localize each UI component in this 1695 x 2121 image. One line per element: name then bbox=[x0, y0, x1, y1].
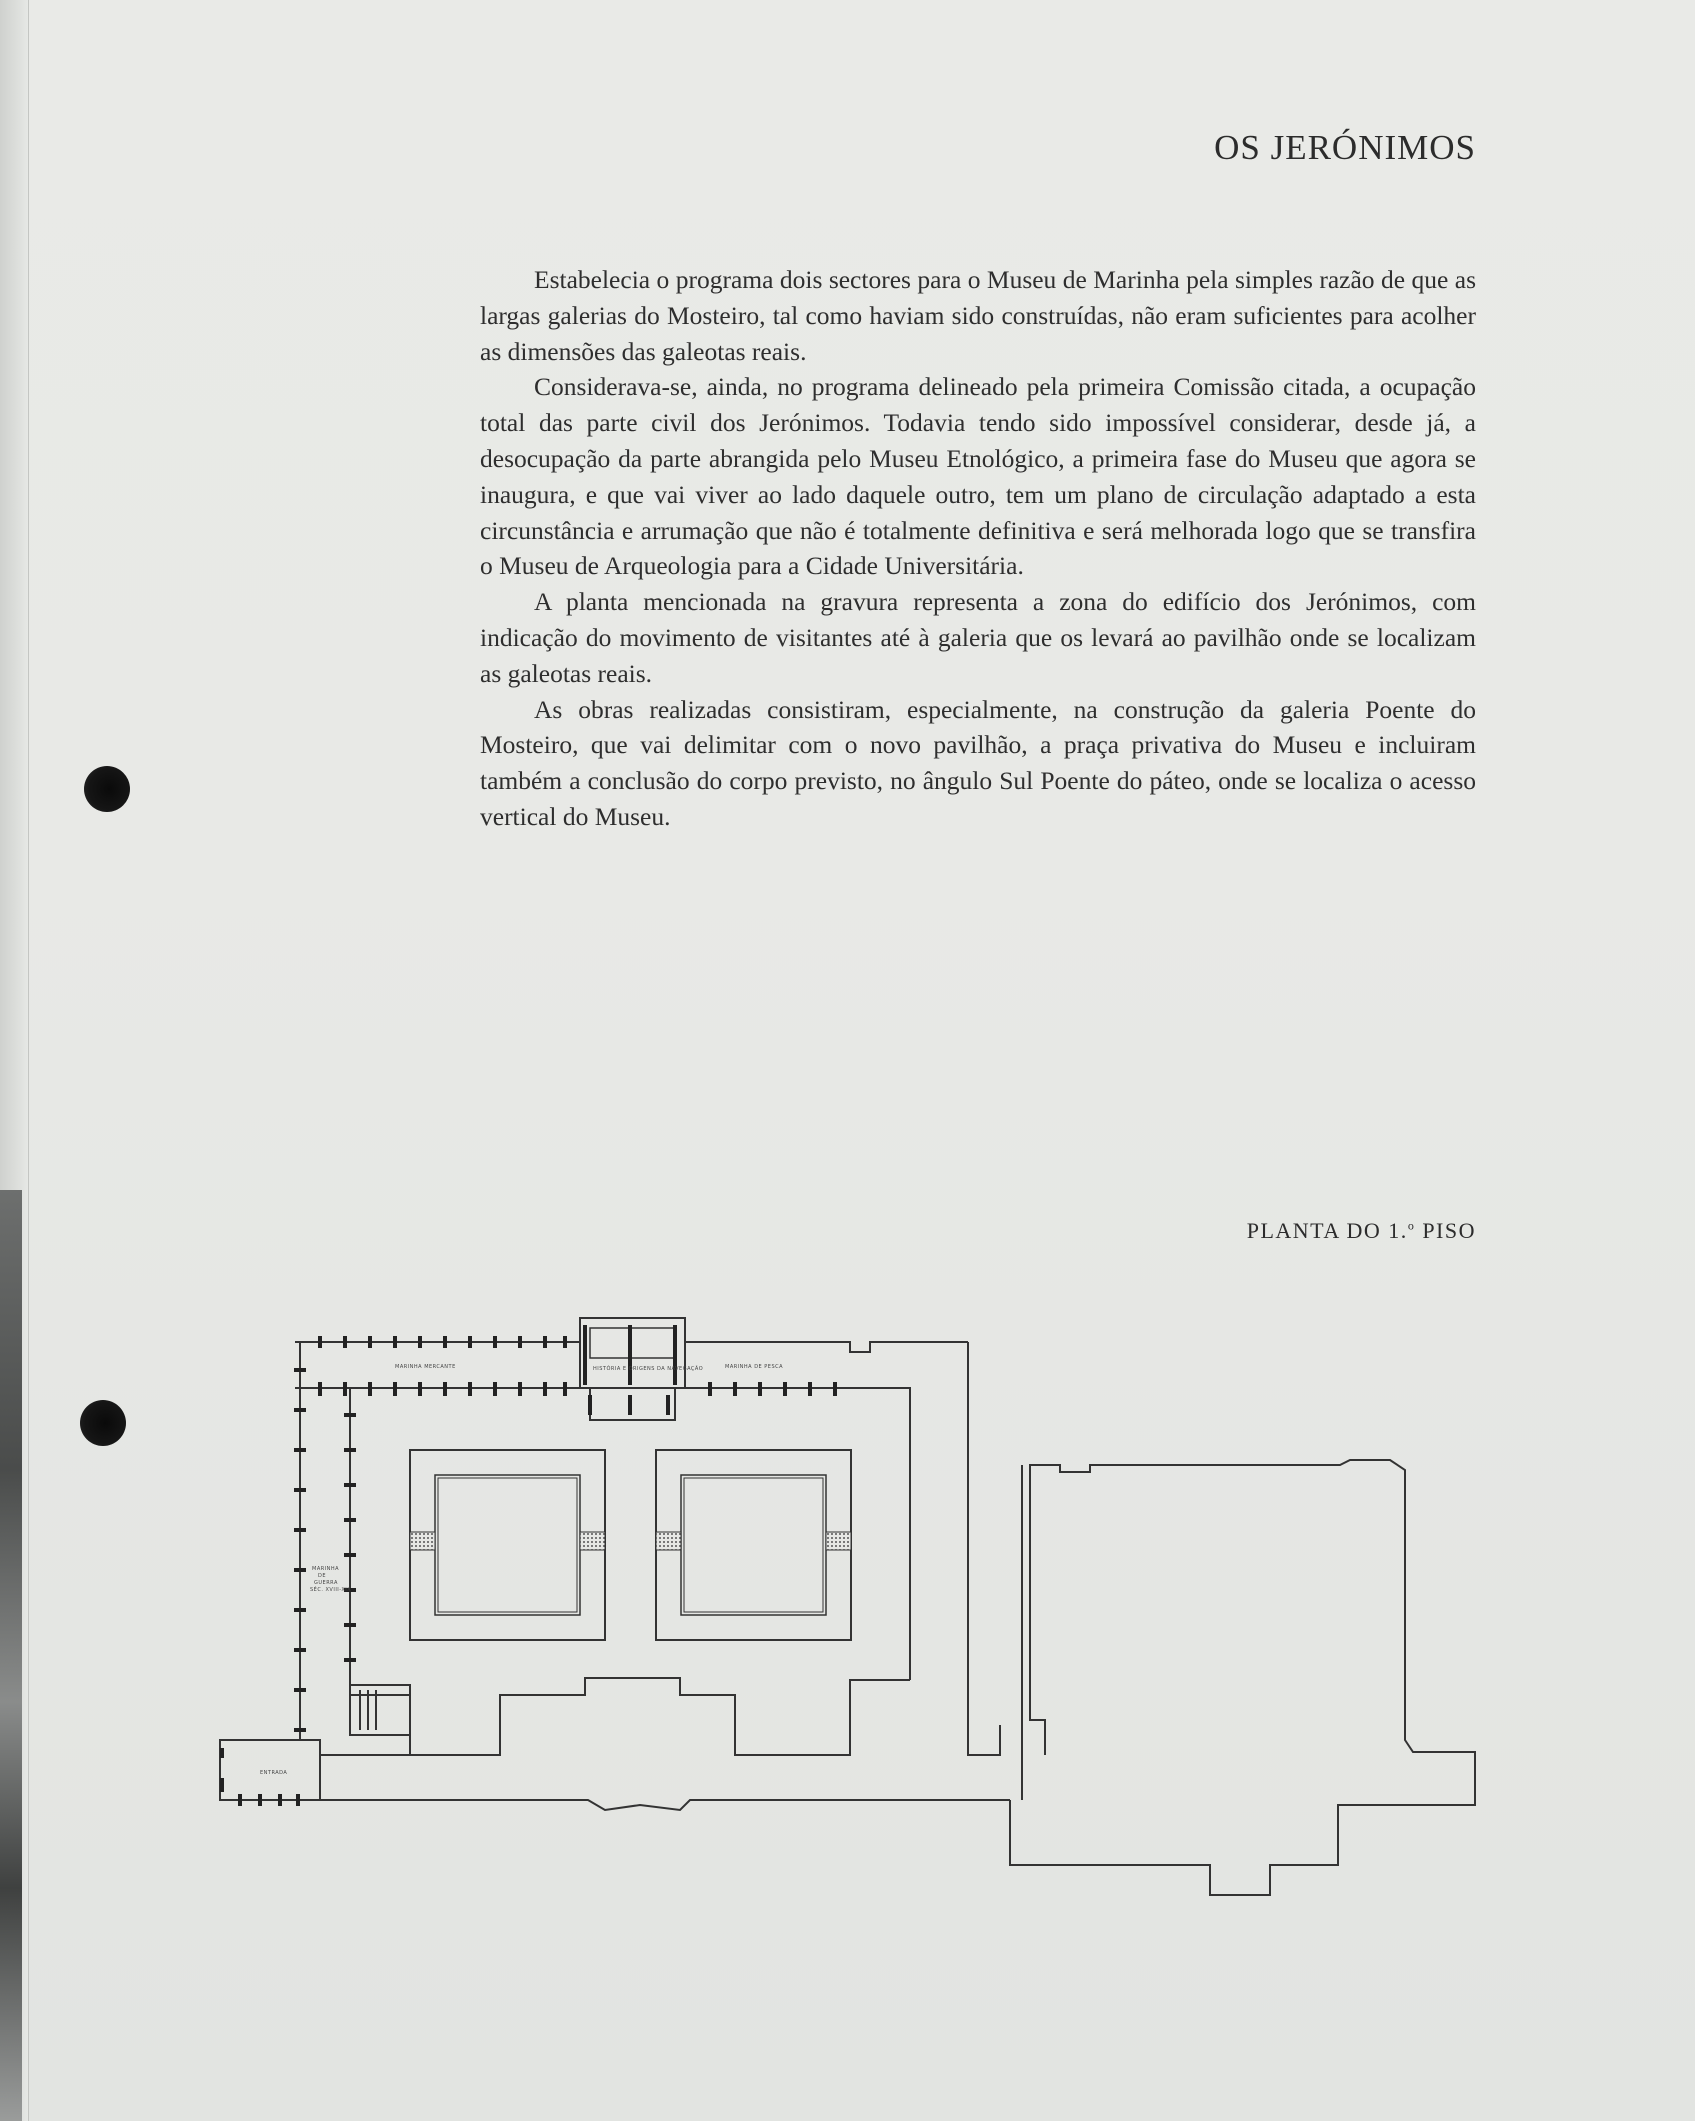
page-title: OS JERÓNIMOS bbox=[1214, 128, 1476, 167]
label-historia: HISTÓRIA E ORIGENS DA NAVEGAÇÃO bbox=[593, 1366, 704, 1372]
label-guerra-3: GUERRA bbox=[314, 1580, 338, 1586]
paragraph: A planta mencionada na gravura representa a zona do edifício dos Jerónimos, com indicação do movimento de visitantes até à galeria que os levará ao pavilhão onde se localizam as galeotas reais. bbox=[480, 587, 1476, 688]
body-text bbox=[480, 262, 1476, 835]
paragraph: Considerava-se, ainda, no programa delineado pela primeira Comissão citada, a ocupação total das parte civil dos Jerónimos. Todavia tendo sido impossível considerar, desde já, a desocupação da parte abrangida pelo Museu Etnológico, a primeira fase do Museu que agora se inaugura, e que vai viver ao lado daquele outro, tem um plano de circulação adaptado a esta circunstância e arrumação que não é totalmente definitiva e será melhorada logo que se transfira o Museu de Arqueologia para a Cidade Universitária. bbox=[480, 372, 1476, 581]
plan-caption-ordinal: o bbox=[1407, 1218, 1416, 1233]
label-guerra-1: MARINHA bbox=[312, 1566, 340, 1572]
plan-caption-tail: PISO bbox=[1415, 1218, 1476, 1243]
label-marinha-mercante: MARINHA MERCANTE bbox=[395, 1364, 456, 1370]
paragraph: Estabelecia o programa dois sectores para o Museu de Marinha pela simples razão de que as largas galerias do Mosteiro, tal como haviam sido construídas, não eram suficientes para acolher as dimensões das galeotas reais. bbox=[480, 265, 1476, 366]
plan-caption bbox=[1100, 1218, 1476, 1244]
label-guerra-2: DE bbox=[318, 1573, 327, 1579]
label-entrada: ENTRADA bbox=[260, 1770, 288, 1776]
label-guerra-4: SÉC. XVIII-XIX bbox=[310, 1587, 352, 1593]
label-marinha-pesca: MARINHA DE PESCA bbox=[725, 1364, 784, 1370]
plan-caption-main: PLANTA DO 1. bbox=[1246, 1218, 1408, 1243]
floor-plan-drawing bbox=[210, 1300, 1490, 1910]
punch-hole-top bbox=[84, 766, 130, 812]
paragraph: As obras realizadas consistiram, especialmente, na construção da galeria Poente do Mosteiro, que vai delimitar com o novo pavilhão, a praça privativa do Museu e incluiram também a conclusão do corpo previsto, no ângulo Sul Poente do páteo, onde se localiza o acesso vertical do Museu. bbox=[480, 694, 1476, 831]
adjacent-page-edge bbox=[0, 1190, 22, 2121]
punch-hole-bottom bbox=[80, 1400, 126, 1446]
